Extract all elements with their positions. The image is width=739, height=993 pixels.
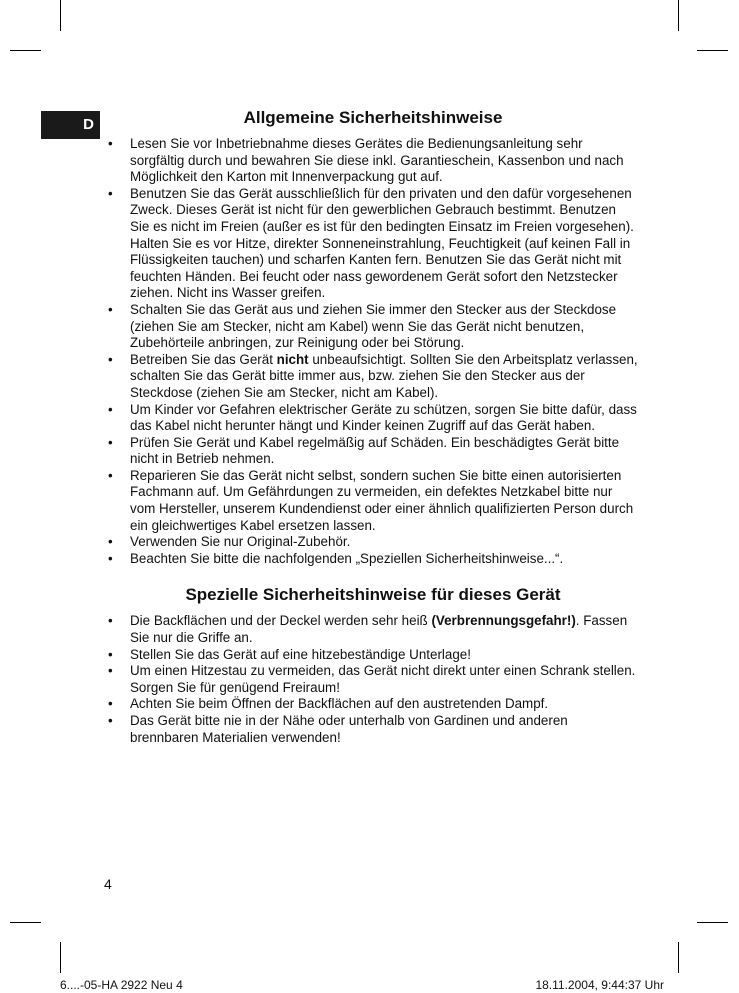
section-heading-general: Allgemeine Sicherheitshinweise bbox=[243, 108, 503, 127]
list-item: • Prüfen Sie Gerät und Kabel regelmäßig auf Schäden. Ein beschädigtes Gerät bitte nicht in Betrieb nehmen. bbox=[108, 435, 638, 468]
print-footer-right: 18.11.2004, 9:44:37 Uhr bbox=[535, 978, 664, 992]
crop-mark-top-left-vertical bbox=[60, 0, 61, 31]
section-heading-specific: Spezielle Sicherheitshinweise für dieses Gerät bbox=[185, 585, 561, 605]
list-item: • Um einen Hitzestau zu vermeiden, das Gerät nicht direkt unter einen Schrank stellen. Sorgen Sie für genügend Freiraum! bbox=[108, 663, 638, 696]
crop-mark-top-left-horizontal bbox=[10, 50, 41, 51]
list-item: • Das Gerät bitte nie in der Nähe oder unterhalb von Gardinen und anderen brennbaren Materialien verwenden! bbox=[108, 713, 638, 746]
crop-mark-bottom-left-vertical bbox=[60, 942, 61, 973]
emphasis-text: (Verbrennungsgefahr!) bbox=[431, 613, 576, 629]
list-item: • Schalten Sie das Gerät aus und ziehen Sie immer den Stecker aus der Steckdose (ziehen Sie am Stecker, nicht am Kabel) wenn Sie das Gerät nicht benutzen, Zubehörteile anbringen, zur Reinigung oder bei Störung. bbox=[108, 302, 638, 352]
crop-mark-bottom-right-vertical bbox=[678, 942, 679, 973]
crop-mark-top-right-horizontal bbox=[697, 50, 728, 51]
list-item bbox=[108, 352, 638, 402]
language-tab: D bbox=[41, 111, 100, 139]
general-safety-list bbox=[108, 136, 638, 567]
crop-mark-bottom-right-horizontal bbox=[697, 922, 728, 923]
list-item: • Beachten Sie bitte die nachfolgenden „Speziellen Sicherheitshinweise...“. bbox=[108, 551, 638, 568]
emphasis-text: nicht bbox=[276, 351, 309, 367]
list-item: • Benutzen Sie das Gerät ausschließlich für den privaten und den dafür vorgesehenen Zweck. Dieses Gerät ist nicht für den gewerblichen Gebrauch bestimmt. Benutzen Sie es nicht im Freien (außer es ist für den bedingten Einsatz im Freien vorgesehen). Halten Sie es vor Hitze, direkter Sonneneinstrahlung, Feuchtigkeit (auf keinen Fall in Flüssigkeiten tauchen) und scharfen Kanten fern. Benutzen Sie das Gerät nicht mit feuchten Händen. Bei feucht oder nass gewordenem Gerät sofort den Netzstecker ziehen. Nicht ins Wasser greifen. bbox=[108, 186, 638, 302]
crop-mark-top-right-vertical bbox=[678, 0, 679, 31]
crop-mark-bottom-left-horizontal bbox=[10, 922, 41, 923]
list-item: • Verwenden Sie nur Original-Zubehör. bbox=[108, 534, 638, 551]
list-item: • Stellen Sie das Gerät auf eine hitzebeständige Unterlage! bbox=[108, 647, 638, 664]
list-item: • Um Kinder vor Gefahren elektrischer Geräte zu schützen, sorgen Sie bitte dafür, dass das Kabel nicht herunter hängt und Kinder keinen Zugriff auf das Gerät haben. bbox=[108, 402, 638, 435]
list-item: • Lesen Sie vor Inbetriebnahme dieses Gerätes die Bedienungsanleitung sehr sorgfältig durch und bewahren Sie diese inkl. Garantieschein, Kassenbon und nach Möglichkeit den Karton mit Innenverpackung gut auf. bbox=[108, 136, 638, 186]
list-item: • Achten Sie beim Öffnen der Backflächen auf den austretenden Dampf. bbox=[108, 696, 638, 713]
specific-safety-list bbox=[108, 613, 638, 746]
list-item bbox=[108, 613, 638, 646]
print-footer-left: 6....-05-HA 2922 Neu 4 bbox=[60, 978, 183, 992]
document-body bbox=[108, 108, 638, 746]
list-item-text: unbeaufsichtigt. Sollten Sie den Arbeitsplatz verlassen, schalten Sie das Gerät bitte immer aus, bzw. ziehen Sie den Stecker aus der Steckdose (ziehen Sie am Stecker, nicht am Kabel). bbox=[130, 351, 638, 400]
page-number: 4 bbox=[104, 876, 112, 892]
list-item-text: . Fassen Sie nur die Griffe an. bbox=[130, 613, 628, 646]
list-item: • Reparieren Sie das Gerät nicht selbst, sondern suchen Sie bitte einen autorisierten Fachmann auf. Um Gefährdungen zu vermeiden, ein defektes Netzkabel bitte nur vom Hersteller, unserem Kundendienst oder einer ähnlich qualifizierten Person durch ein gleichwertiges Kabel ersetzen lassen. bbox=[108, 468, 638, 534]
list-item-text: Betreiben Sie das Gerät bbox=[130, 351, 277, 367]
list-item-text: Die Backflächen und der Deckel werden sehr heiß bbox=[130, 613, 432, 629]
